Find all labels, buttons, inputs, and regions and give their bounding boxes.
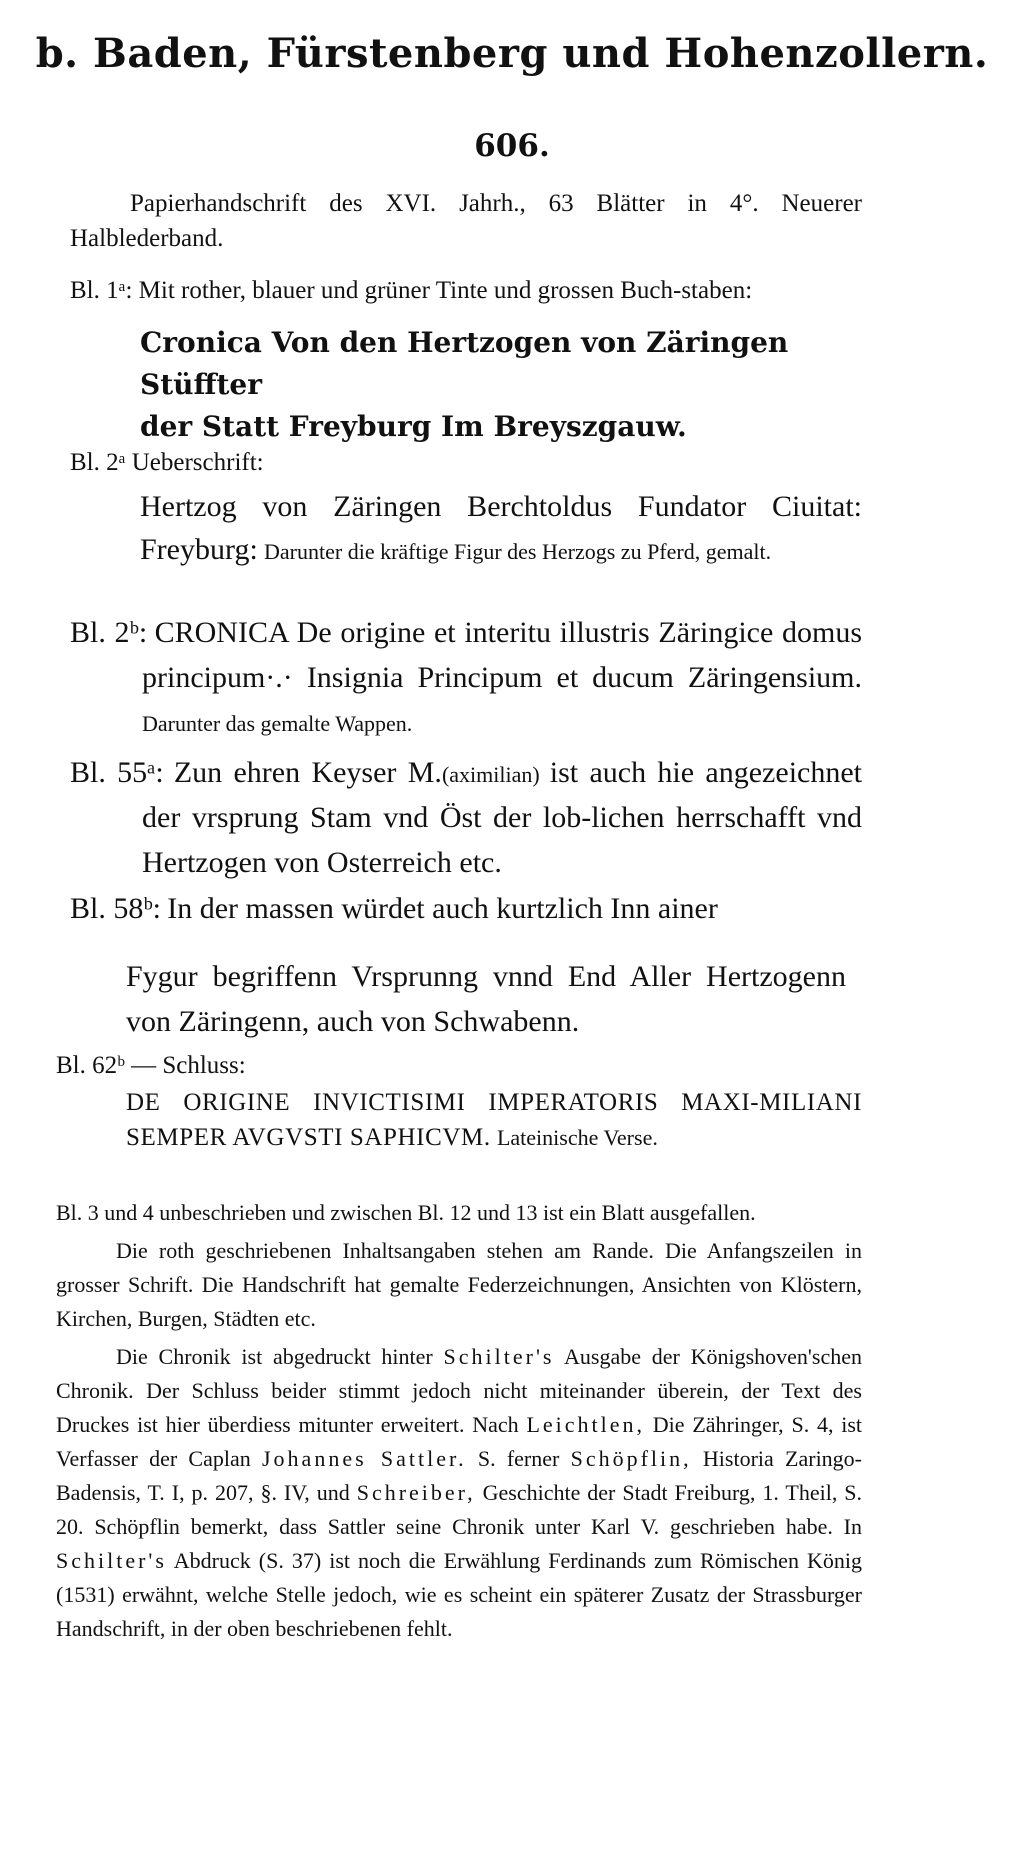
bl-58b-quote-line-2: Fygur begriffenn Vrsprunng vnnd End Aller Hertzogenn von Zäringenn, auch von Schwabenn. xyxy=(126,960,846,1038)
description-line-1: Papierhandschrift des XVI. Jahrh., 63 Blätter in 4°. Neuerer xyxy=(130,190,862,217)
description-line-2: Halblederband. xyxy=(70,225,224,252)
spaced-name: Schilter's xyxy=(443,1344,555,1369)
bl-2a-quote: Hertzog von Zäringen Berchtoldus Fundator Ciuitat: Freyburg: xyxy=(140,490,862,566)
spaced-name: Schilter's xyxy=(56,1548,167,1573)
folio-label: Bl. 62ᵇ — Schluss: xyxy=(56,1052,246,1079)
entry-bl-55a xyxy=(70,752,862,887)
folio-label: Bl. 58ᵇ: xyxy=(70,892,161,925)
folio-label: Bl. 2ᵇ: xyxy=(70,616,148,649)
entry-bl-1a xyxy=(70,273,862,448)
bl-55a-quote-b: ist auch hie angezeichnet der vrsprung Stam vnd Öst der lob-lichen herrschafft vnd Hertzogen von Osterreich etc. xyxy=(142,756,862,879)
bl-58b-quote-line-1: In der massen würdet auch kurtzlich Inn ainer xyxy=(167,892,718,925)
note-paragraph-1: Die roth geschriebenen Inhaltsangaben stehen am Rande. Die Anfangszeilen in grosser Schrift. Die Handschrift hat gemalte Federzeichnungen, Ansichten von Klöstern, Kirchen, Burgen, Städten etc. xyxy=(56,1238,862,1331)
folio-text: Ueberschrift: xyxy=(131,449,264,476)
title-line-2: der Statt Freyburg Im Breyszgauw. xyxy=(140,410,687,443)
entry-number: 606. xyxy=(474,128,550,164)
spaced-name: Johannes Sattler. xyxy=(262,1446,467,1471)
running-head: b. Baden, Fürstenberg und Hohenzollern. xyxy=(35,30,989,77)
bl-2b-note: Darunter das gemalte Wappen. xyxy=(142,711,413,736)
bl-55a-quote-a: Zun ehren Keyser M. xyxy=(173,756,442,789)
bl-2b-quote: CRONICA De origine et interitu illustris Zäringice domus principum·.· Insignia Principum et ducum Zäringensium. xyxy=(142,616,863,694)
entry-bl-58b-continued xyxy=(126,956,846,1046)
folio-label: Bl. 2ᵃ xyxy=(70,449,126,476)
entry-bl-2b xyxy=(70,612,862,746)
bl-2a-note: Darunter die kräftige Figur des Herzogs zu Pferd, gemalt. xyxy=(264,539,772,564)
spaced-name: Schreiber, xyxy=(356,1480,476,1505)
bl-62b-quote: DE ORIGINE INVICTISIMI IMPERATORIS MAXI-MILIANI SEMPER AVGVSTI SAPHICVM. xyxy=(126,1089,862,1151)
entry-bl-58b xyxy=(70,888,862,933)
bl-1a-title xyxy=(70,322,862,448)
folio-text: Mit rother, blauer und grüner Tinte und grossen Buch-staben: xyxy=(138,277,753,304)
bl-55a-quote-abbr: (aximilian) xyxy=(441,762,540,787)
folio-label: Bl. 1ᵃ: xyxy=(70,277,133,304)
spaced-name: Leichtlen, xyxy=(526,1412,646,1437)
entry-bl-62b xyxy=(56,1048,862,1155)
bl-62b-note: Lateinische Verse. xyxy=(496,1125,658,1150)
entry-bl-2a xyxy=(70,445,862,572)
spaced-name: Schöpflin, xyxy=(570,1446,692,1471)
note-blank-leaves: Bl. 3 und 4 unbeschrieben und zwischen Bl. 12 und 13 ist ein Blatt ausgefallen. xyxy=(56,1200,756,1225)
manuscript-description xyxy=(70,186,862,256)
title-line-1: Cronica Von den Hertzogen von Zäringen Stüffter xyxy=(140,326,789,401)
notes xyxy=(56,1196,862,1646)
note-paragraph-2: Die Chronik ist abgedruckt hinter Schilter's Ausgabe der Königshoven'schen Chronik. Der Schluss beider stimmt jedoch nicht miteinander überein, der Text des Druckes ist hier überdiess mitunter erweitert. Nach Leichtlen, Die Zähringer, S. 4, ist Verfasser der Caplan Johannes Sattler. S. ferner Schöpflin, Historia Zaringo-Badensis, T. I, p. 207, §. IV, und Schreiber, Geschichte der Stadt Freiburg, 1. Theil, S. 20. Schöpflin bemerkt, dass Sattler seine Chronik unter Karl V. geschrieben habe. In Schilter's Abdruck (S. 37) ist noch die Erwählung Ferdinands zum Römischen König (1531) erwähnt, welche Stelle jedoch, wie es scheint ein späterer Zusatz der Strassburger Handschrift, in der oben beschriebenen fehlt. xyxy=(56,1344,863,1641)
folio-label: Bl. 55ᵃ: xyxy=(70,756,164,789)
